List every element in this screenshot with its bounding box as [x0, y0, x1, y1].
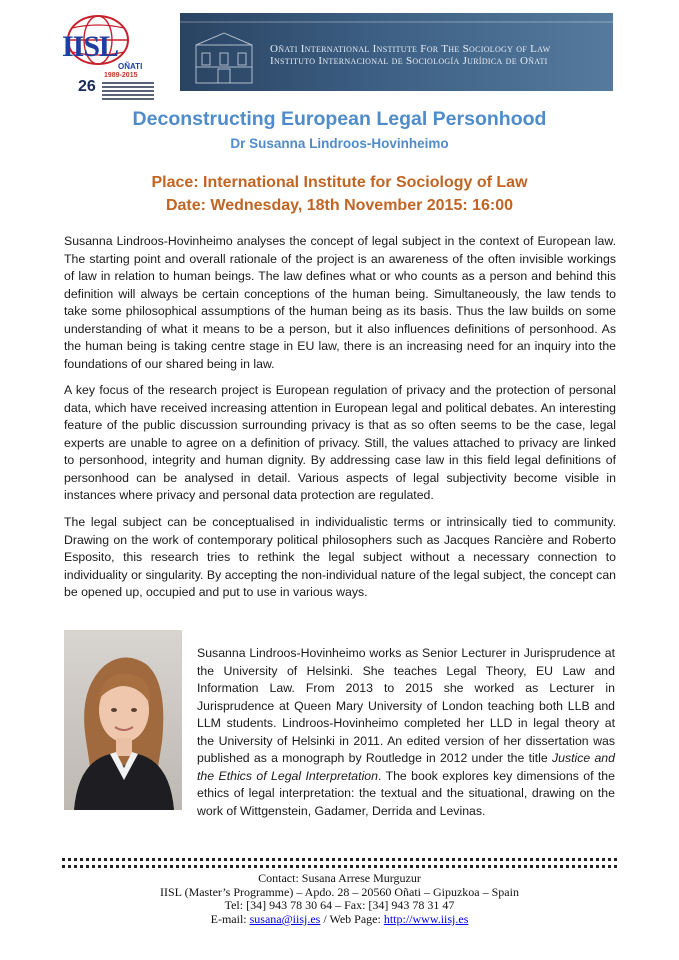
logo-fine-print — [102, 82, 154, 102]
abstract-paragraph-2: A key focus of the research project is European regulation of privacy and the protection of personal data, which have received increasing attention in European legal and political debates. An interesting feature of the public discussion surrounding privacy is that as so often seems to be the case, legal experts are unable to agree on a definition of privacy. Still, the values attached to privacy are linked to personhood, integrity and human dignity. By addressing case law in this field legal definitions of personhood can be analysed in detail. Various aspects of legal subjectivity become visible in instances where privacy and personal data protection are regulated. — [64, 383, 616, 502]
event-title: Deconstructing European Legal Personhood — [132, 108, 547, 130]
bio-text-end: . The book explores key dimensions of the ethics of legal interpretation: the textual and the situational, drawing on the work of Wittgenstein, Gadamer, Derrida and Levinas. — [197, 768, 615, 818]
email-web-line — [0, 913, 679, 927]
email-prefix: E-mail: — [210, 911, 250, 926]
speaker-bio — [197, 645, 615, 820]
web-prefix: / Web Page: — [320, 911, 384, 926]
speaker-name: Dr Susanna Lindroos-Hovinheimo — [230, 136, 449, 151]
book-title: Justice and the Ethics of Legal Interpretation — [197, 751, 615, 783]
banner-text — [270, 43, 550, 67]
banner-stripe — [180, 21, 613, 23]
speaker-photo — [64, 630, 182, 810]
email-link[interactable]: susana@iisj.es — [249, 911, 321, 926]
bio-text-start: Susanna Lindroos-Hovinheimo works as Senior Lecturer in Jurisprudence at the University of Helsinki. She teaches Legal Theory, EU Law and Information Law. From 2013 to 2015 she worked as Lecturer in Jurisprudence at Queen Mary University of London teaching both LLB and LLM students. Lindroos-Hovinheimo completed her LLD in legal theory at the University of Helsinki in 2011. An edited version of her dissertation was published as a monograph by Routledge in 2012 under the title — [197, 646, 615, 765]
event-date: Date: Wednesday, 18th November 2015: 16:00 — [165, 197, 514, 214]
phone-fax: Tel: [34] 943 78 30 64 – Fax: [34] 943 78 31 47 — [224, 898, 455, 913]
website-link[interactable]: http://www.iisj.es — [383, 911, 469, 926]
building-icon — [190, 31, 260, 87]
abstract-paragraph-1: Susanna Lindroos-Hovinheimo analyses the concept of legal subject in the context of European law. The starting point and overall rationale of the project is an awareness of the often invisible workings of law in relation to human beings. The law defines what or who counts as a person and behind this definition will always be certain conceptions of the human being. Simultaneously, the law tends to take some philosophical assumptions of the human being as its basis. Thus the law builds on some understanding of what it means to be a person, but it also influences definitions of personhood. As the human being is taking centre stage in EU law, there is an increasing need for an inquiry into the foundations of our shared being in law. — [64, 234, 616, 371]
banner-line-english: Oñati International Institute For The Sociology of Law — [270, 43, 551, 55]
postal-address: IISL (Master’s Programme) – Apdo. 28 – 20560 Oñati – Gipuzkoa – Spain — [160, 884, 519, 899]
logo-place: OÑATI — [118, 62, 143, 71]
banner-line-spanish: Instituto Internacional de Sociología Jurídica de Oñati — [270, 55, 548, 67]
logo-letters: IISL — [62, 30, 119, 63]
contact-name: Contact: Susana Arrese Murguzur — [258, 871, 421, 885]
footer-divider-bottom — [62, 865, 617, 868]
logo-anniversary: 26 — [78, 78, 96, 95]
institute-banner — [180, 13, 613, 91]
abstract-paragraph-3: The legal subject can be conceptualised in individualistic terms or intrinsically tied to community. Drawing on the work of contemporary political philosophers such as Jacques Rancière and Roberto Esposito, this research tries to rethink the legal subject without a necessary connection to individuality or singularity. By accepting the non-individual nature of the legal subject, the concept can be opened up, occupied and put to use in various ways. — [64, 515, 616, 599]
logo-years: 1989-2015 — [104, 72, 138, 79]
iisl-logo — [60, 10, 160, 102]
footer-divider-top — [62, 858, 617, 861]
portrait-image — [64, 630, 182, 810]
contact-footer — [0, 872, 679, 926]
event-place: Place: International Institute for Sociology of Law — [151, 174, 528, 191]
